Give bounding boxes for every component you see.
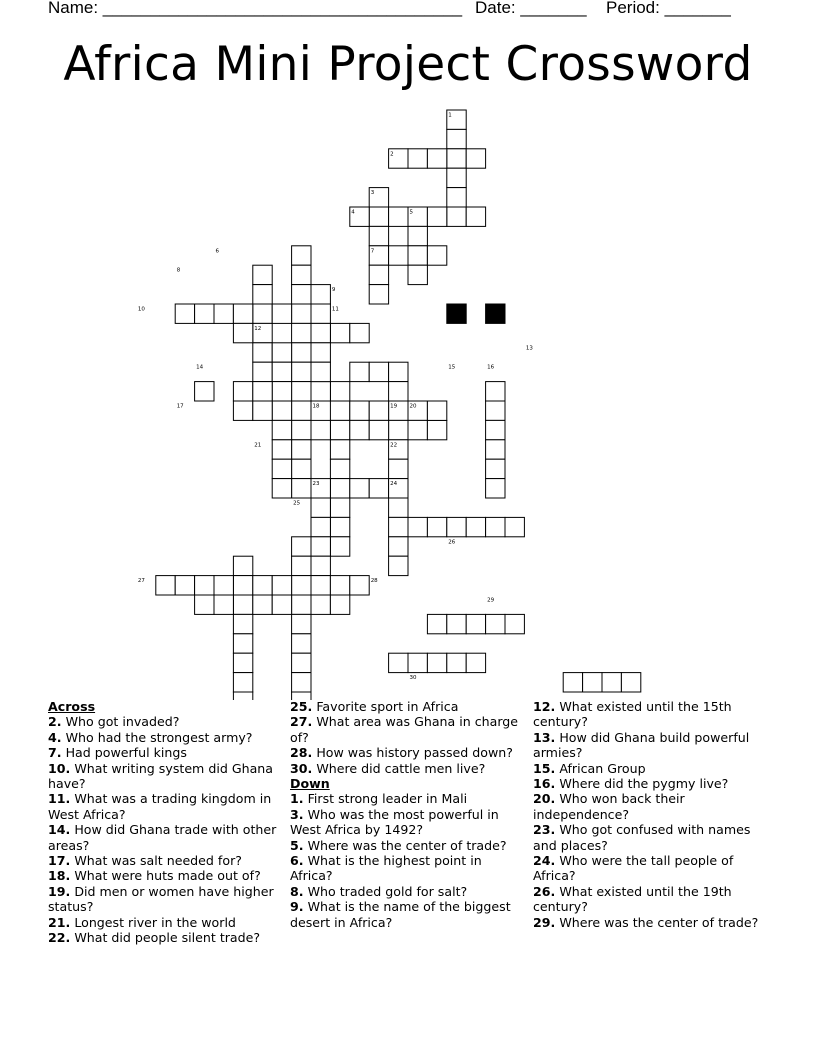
clue-number: 16.: [533, 776, 556, 792]
clue-item: [290, 807, 522, 838]
clue-item: [533, 730, 765, 761]
clue-item: [290, 714, 522, 745]
grid-cell[interactable]: [272, 401, 291, 420]
grid-cell[interactable]: [272, 343, 291, 362]
grid-cell[interactable]: [389, 362, 408, 381]
grid-cell[interactable]: [292, 479, 311, 498]
grid-cell[interactable]: [311, 323, 330, 342]
grid-cell[interactable]: [408, 246, 427, 265]
grid-cell[interactable]: [292, 673, 311, 692]
grid-cell[interactable]: [292, 614, 311, 633]
grid-cell[interactable]: [621, 673, 640, 692]
grid-cell[interactable]: [447, 129, 466, 148]
clue-number: 9.: [290, 899, 304, 915]
cell-number: 8: [176, 267, 181, 274]
grid-cell[interactable]: [272, 576, 291, 595]
date-field[interactable]: Date: _______: [475, 0, 587, 17]
grid-cell[interactable]: [311, 595, 330, 614]
grid-cell[interactable]: [486, 382, 505, 401]
grid-cell[interactable]: [292, 440, 311, 459]
grid-cell[interactable]: [602, 673, 621, 692]
clue-item: [290, 899, 522, 930]
grid-cell[interactable]: [583, 673, 602, 692]
grid-cell[interactable]: [447, 168, 466, 187]
clue-text: What writing system did Ghana have?: [48, 760, 273, 792]
grid-cell[interactable]: [214, 304, 233, 323]
cell-number: 22: [390, 442, 398, 449]
clue-item: [48, 745, 280, 760]
grid-cell[interactable]: [486, 517, 505, 536]
grid-cell[interactable]: [156, 576, 175, 595]
clue-number: 23.: [533, 822, 556, 838]
clue-item: [48, 930, 280, 945]
clue-item: [533, 776, 765, 791]
down-clue-list-continued: [533, 699, 765, 930]
grid-cell[interactable]: [447, 188, 466, 207]
grid-cell[interactable]: [233, 304, 252, 323]
grid-cell[interactable]: [195, 595, 214, 614]
clue-number: 5.: [290, 837, 304, 853]
clue-text: Longest river in the world: [70, 914, 236, 930]
grid-cell[interactable]: [369, 420, 388, 439]
cell-number: 26: [448, 539, 456, 546]
cell-number: 9: [331, 287, 336, 294]
grid-cell[interactable]: [486, 459, 505, 478]
grid-cell[interactable]: [350, 576, 369, 595]
grid-cell[interactable]: [311, 362, 330, 381]
clue-text: Favorite sport in Africa: [312, 699, 459, 714]
grid-cell[interactable]: [311, 382, 330, 401]
clue-text: Who got confused with names and places?: [533, 822, 751, 853]
grid-cell[interactable]: [292, 634, 311, 653]
clue-item: [533, 884, 765, 915]
clue-item: [290, 884, 522, 899]
grid-cell[interactable]: [195, 382, 214, 401]
grid-cell[interactable]: [330, 440, 349, 459]
grid-cell[interactable]: [389, 459, 408, 478]
grid-cell[interactable]: [195, 304, 214, 323]
grid-cell[interactable]: [272, 362, 291, 381]
clue-text: How did Ghana trade with other areas?: [48, 822, 277, 853]
clue-item: [48, 791, 280, 822]
grid-cell[interactable]: [447, 207, 466, 226]
grid-cell[interactable]: [427, 246, 446, 265]
clue-number: 12.: [533, 699, 556, 714]
clue-number: 20.: [533, 791, 556, 807]
grid-cell[interactable]: [369, 285, 388, 304]
clue-text: How was history passed down?: [312, 745, 513, 761]
grid-cell[interactable]: [486, 614, 505, 633]
grid-cell[interactable]: [292, 420, 311, 439]
grid-cell[interactable]: [311, 420, 330, 439]
cell-number: 24: [390, 481, 398, 488]
grid-cell[interactable]: [408, 226, 427, 245]
grid-cell[interactable]: [466, 207, 485, 226]
grid-cell[interactable]: [233, 401, 252, 420]
grid-cell[interactable]: [253, 285, 272, 304]
cell-number: 2: [390, 151, 394, 158]
clue-text: Did men or women have higher status?: [48, 883, 274, 915]
clue-item: [290, 791, 522, 806]
grid-cell[interactable]: [311, 517, 330, 536]
grid-cell[interactable]: [292, 362, 311, 381]
clue-text: What is the highest point in Africa?: [290, 853, 482, 884]
clue-item: [48, 884, 280, 915]
grid-cell[interactable]: [408, 149, 427, 168]
clue-number: 29.: [533, 914, 556, 930]
grid-cell[interactable]: [233, 595, 252, 614]
grid-cell[interactable]: [233, 634, 252, 653]
clue-text: Where was the center of trade?: [555, 914, 759, 930]
clue-item: [533, 853, 765, 884]
clue-item: [533, 761, 765, 776]
clues-column-3: [533, 699, 765, 930]
grid-cell[interactable]: [427, 517, 446, 536]
across-clue-list: [48, 714, 280, 945]
cell-number: 27: [137, 578, 145, 585]
grid-cell[interactable]: [408, 420, 427, 439]
clue-number: 22.: [48, 930, 71, 946]
clue-number: 28.: [290, 745, 313, 761]
grid-cell[interactable]: [389, 517, 408, 536]
grid-cell[interactable]: [292, 285, 311, 304]
clue-number: 14.: [48, 822, 71, 838]
clue-text: Where did cattle men live?: [312, 760, 486, 776]
grid-cell[interactable]: [253, 576, 272, 595]
grid-cell[interactable]: [350, 401, 369, 420]
grid-cell[interactable]: [447, 653, 466, 672]
grid-cell[interactable]: [292, 595, 311, 614]
clue-text: Where did the pygmy live?: [555, 776, 729, 792]
grid-cell[interactable]: [253, 382, 272, 401]
grid-cell[interactable]: [175, 304, 194, 323]
grid-cell[interactable]: [427, 653, 446, 672]
grid-cell[interactable]: [292, 323, 311, 342]
grid-cell[interactable]: [311, 343, 330, 362]
grid-cell[interactable]: [350, 323, 369, 342]
grid-cell[interactable]: [486, 401, 505, 420]
clue-number: 18.: [48, 868, 71, 884]
grid-cell[interactable]: [292, 382, 311, 401]
clue-item: [290, 838, 522, 853]
grid-cell[interactable]: [292, 304, 311, 323]
grid-cell[interactable]: [311, 304, 330, 323]
cell-number: 30: [409, 675, 417, 682]
cell-number: 5: [409, 209, 413, 216]
clue-item: [290, 745, 522, 760]
grid-cell[interactable]: [253, 362, 272, 381]
clue-text: How did Ghana build powerful armies?: [533, 729, 750, 761]
grid-cell[interactable]: [389, 653, 408, 672]
cell-number: 17: [176, 403, 184, 410]
grid-cell[interactable]: [389, 207, 408, 226]
grid-cell[interactable]: [408, 653, 427, 672]
grid-cell[interactable]: [369, 265, 388, 284]
clue-number: 17.: [48, 853, 71, 869]
grid-cell[interactable]: [272, 304, 291, 323]
cell-number: 16: [487, 364, 495, 371]
clue-text: Had powerful kings: [61, 745, 187, 761]
clue-item: [48, 915, 280, 930]
clue-number: 27.: [290, 714, 313, 730]
grid-cell[interactable]: [233, 653, 252, 672]
clue-text: What was a trading kingdom in West Africa?: [48, 791, 272, 822]
clue-number: 15.: [533, 760, 556, 776]
grid-cell[interactable]: [272, 382, 291, 401]
clue-number: 10.: [48, 760, 71, 776]
cell-number: 25: [293, 500, 301, 507]
clue-text: Who were the tall people of Africa?: [533, 853, 734, 884]
grid-cell[interactable]: [369, 226, 388, 245]
grid-cell[interactable]: [330, 576, 349, 595]
cell-number: 20: [409, 403, 417, 410]
grid-cell[interactable]: [563, 673, 582, 692]
clue-text: First strong leader in Mali: [303, 791, 468, 807]
cell-number: 28: [370, 578, 378, 585]
grid-cell[interactable]: [486, 440, 505, 459]
grid-cell[interactable]: [253, 401, 272, 420]
grid-cell[interactable]: [292, 401, 311, 420]
clue-item: [48, 761, 280, 792]
clue-number: 3.: [290, 806, 304, 822]
grid-cell[interactable]: [408, 517, 427, 536]
grid-cell[interactable]: [408, 265, 427, 284]
grid-cell[interactable]: [505, 517, 524, 536]
grid-cell[interactable]: [427, 207, 446, 226]
clue-text: What existed until the 15th century?: [533, 699, 732, 730]
cell-number: 21: [254, 442, 262, 449]
clue-number: 21.: [48, 914, 71, 930]
cell-number: 3: [370, 190, 375, 197]
grid-cell[interactable]: [466, 517, 485, 536]
clues-column-2: [290, 699, 522, 930]
grid-cell[interactable]: [292, 343, 311, 362]
across-clue-list-continued: [290, 699, 522, 776]
grid-cell[interactable]: [253, 304, 272, 323]
grid-cell[interactable]: [389, 498, 408, 517]
clue-text: What was salt needed for?: [70, 853, 242, 869]
name-field[interactable]: Name: ______________________________________: [48, 0, 463, 17]
cell-number: 23: [312, 481, 320, 488]
clue-item: [533, 791, 765, 822]
grid-cell[interactable]: [233, 382, 252, 401]
grid-cell[interactable]: [292, 653, 311, 672]
across-header: Across: [48, 699, 96, 714]
grid-cell[interactable]: [486, 420, 505, 439]
cell-number: 13: [525, 345, 533, 352]
grid-cell[interactable]: [330, 595, 349, 614]
grid-cell[interactable]: [369, 362, 388, 381]
grid-cell[interactable]: [311, 285, 330, 304]
clue-item: [290, 699, 522, 714]
cell-number: 10: [137, 306, 145, 313]
grid-cell[interactable]: [427, 149, 446, 168]
grid-cell[interactable]: [350, 479, 369, 498]
clue-number: 7.: [48, 745, 62, 761]
grid-cell[interactable]: [214, 595, 233, 614]
clue-number: 26.: [533, 883, 556, 899]
grid-cell[interactable]: [272, 440, 291, 459]
clue-item: [48, 714, 280, 729]
clue-text: Who had the strongest army?: [61, 729, 253, 745]
grid-cell[interactable]: [311, 556, 330, 575]
clue-text: What area was Ghana in charge of?: [290, 714, 519, 745]
grid-cell[interactable]: [233, 576, 252, 595]
grid-cell[interactable]: [253, 265, 272, 284]
grid-cell[interactable]: [233, 673, 252, 692]
cell-number: 6: [215, 248, 219, 255]
clue-text: Who traded gold for salt?: [303, 883, 468, 899]
clue-item: [48, 853, 280, 868]
cell-number: 7: [370, 248, 375, 255]
clue-text: Who won back their independence?: [533, 791, 685, 822]
clue-text: What is the name of the biggest desert in Africa?: [290, 899, 511, 930]
clue-number: 13.: [533, 729, 556, 745]
grid-cell[interactable]: [272, 595, 291, 614]
cell-number: 4: [351, 209, 355, 216]
clue-item: [533, 699, 765, 730]
grid-cell[interactable]: [195, 576, 214, 595]
grid-cell[interactable]: [330, 537, 349, 556]
grid-cell[interactable]: [311, 498, 330, 517]
grid-cell[interactable]: [466, 653, 485, 672]
clue-text: What were huts made out of?: [70, 868, 261, 884]
grid-cell[interactable]: [292, 459, 311, 478]
period-field[interactable]: Period: _______: [606, 0, 731, 17]
black-cell: [447, 304, 466, 323]
clue-number: 8.: [290, 883, 304, 899]
grid-cell[interactable]: [253, 595, 272, 614]
grid-cell[interactable]: [233, 556, 252, 575]
clue-number: 19.: [48, 883, 71, 899]
clue-item: [533, 822, 765, 853]
clue-number: 6.: [290, 853, 304, 869]
grid-cell[interactable]: [350, 362, 369, 381]
clue-number: 24.: [533, 853, 556, 869]
clue-number: 4.: [48, 729, 62, 745]
clue-item: [48, 730, 280, 745]
clue-number: 11.: [48, 791, 71, 807]
grid-cell[interactable]: [427, 614, 446, 633]
grid-cell[interactable]: [292, 246, 311, 265]
grid-cell[interactable]: [330, 382, 349, 401]
cell-number: 29: [487, 597, 495, 604]
grid-cell[interactable]: [272, 459, 291, 478]
grid-cell[interactable]: [214, 576, 233, 595]
cell-number: 12: [254, 325, 262, 332]
clue-text: African Group: [555, 760, 646, 776]
clue-text: Where was the center of trade?: [303, 837, 507, 853]
grid-cell[interactable]: [369, 401, 388, 420]
grid-cell[interactable]: [292, 576, 311, 595]
grid-cell[interactable]: [292, 265, 311, 284]
grid-cell[interactable]: [233, 614, 252, 633]
grid-cell[interactable]: [350, 420, 369, 439]
grid-cell[interactable]: [369, 479, 388, 498]
grid-cell[interactable]: [389, 537, 408, 556]
grid-cell[interactable]: [389, 420, 408, 439]
grid-cell[interactable]: [330, 459, 349, 478]
clue-text: Who got invaded?: [61, 714, 180, 730]
clue-text: What did people silent trade?: [70, 930, 261, 946]
clue-item: [48, 822, 280, 853]
grid-cell[interactable]: [330, 401, 349, 420]
clue-item: [290, 761, 522, 776]
grid-cell[interactable]: [447, 614, 466, 633]
grid-cell[interactable]: [447, 517, 466, 536]
grid-cell[interactable]: [292, 556, 311, 575]
grid-cell[interactable]: [389, 556, 408, 575]
clues-column-1: [48, 699, 280, 946]
grid-cell[interactable]: [427, 401, 446, 420]
cell-number: 1: [448, 112, 452, 119]
grid-cell[interactable]: [175, 576, 194, 595]
grid-cell[interactable]: [505, 614, 524, 633]
grid-cell[interactable]: [466, 614, 485, 633]
cell-number: 18: [312, 403, 320, 410]
grid-cell[interactable]: [427, 420, 446, 439]
grid-cell[interactable]: [330, 479, 349, 498]
grid-cell[interactable]: [311, 537, 330, 556]
grid-cell[interactable]: [330, 517, 349, 536]
clue-item: [533, 915, 765, 930]
clue-number: 30.: [290, 760, 313, 776]
grid-cell[interactable]: [272, 479, 291, 498]
grid-cell[interactable]: [292, 537, 311, 556]
page-title: Africa Mini Project Crossword: [63, 37, 753, 92]
down-clue-list: [290, 791, 522, 930]
grid-cell[interactable]: [486, 479, 505, 498]
grid-cell[interactable]: [447, 149, 466, 168]
grid-cell[interactable]: [272, 420, 291, 439]
grid-cell[interactable]: [330, 323, 349, 342]
cell-number: 19: [390, 403, 398, 410]
grid-cell[interactable]: [330, 498, 349, 517]
clue-item: [48, 868, 280, 883]
down-header: Down: [290, 776, 330, 792]
black-cell: [486, 304, 505, 323]
grid-cell[interactable]: [389, 246, 408, 265]
clue-number: 1.: [290, 791, 304, 807]
clue-item: [290, 853, 522, 884]
grid-cell[interactable]: [311, 576, 330, 595]
grid-cell[interactable]: [466, 149, 485, 168]
clue-text: What existed until the 19th century?: [533, 883, 732, 915]
clue-number: 25.: [290, 699, 313, 714]
clue-number: 2.: [48, 714, 62, 730]
grid-cell[interactable]: [233, 323, 252, 342]
grid-cell[interactable]: [330, 420, 349, 439]
grid-cell[interactable]: [253, 343, 272, 362]
grid-cell[interactable]: [389, 382, 408, 401]
grid-cell[interactable]: [369, 207, 388, 226]
cell-number: 14: [196, 364, 204, 371]
cell-number: 11: [331, 306, 339, 313]
cell-number: 15: [448, 364, 456, 371]
clue-text: Who was the most powerful in West Africa by 1492?: [290, 806, 499, 838]
